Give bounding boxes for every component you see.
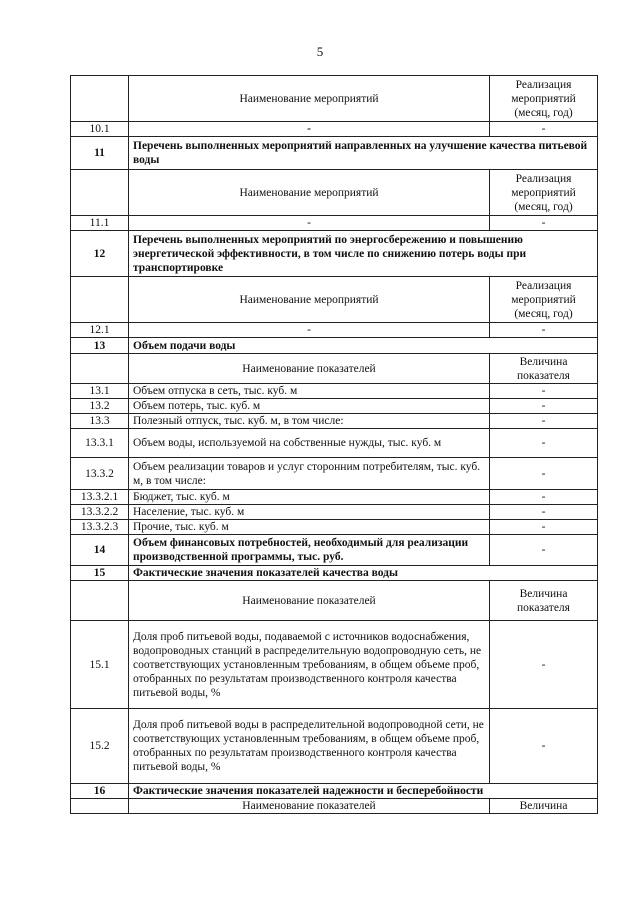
- table-header-row: [71, 277, 598, 323]
- realization-header: Реализация мероприятий (месяц, год): [490, 170, 598, 216]
- events-name-header: Наименование мероприятий: [129, 76, 490, 122]
- events-name-header: Наименование мероприятий: [129, 170, 490, 216]
- table-row: [71, 520, 598, 535]
- table-row: [71, 216, 598, 231]
- table-row: [71, 399, 598, 414]
- section-number: 13: [71, 338, 129, 354]
- row-number: 11.1: [71, 216, 129, 231]
- row-value: -: [490, 490, 598, 505]
- empty-cell: [71, 170, 129, 216]
- row-label: Население, тыс. куб. м: [129, 505, 490, 520]
- section-row: [71, 231, 598, 277]
- row-number: 13.3: [71, 414, 129, 429]
- row-value: -: [490, 414, 598, 429]
- row-label: Прочие, тыс. куб. м: [129, 520, 490, 535]
- section-number: 15: [71, 566, 129, 581]
- section-row: [71, 566, 598, 581]
- row-label: Доля проб питьевой воды в распределительной водопроводной сети, не соответствующих установленным требованиям, в общем объеме проб, отобранных по результатам производственного контроля качества питьевой воды, %: [129, 709, 490, 784]
- row-value: -: [129, 323, 490, 338]
- empty-cell: [71, 76, 129, 122]
- table-header-row: [71, 76, 598, 122]
- row-value: -: [129, 122, 490, 137]
- row-label: Бюджет, тыс. куб. м: [129, 490, 490, 505]
- section-title: Перечень выполненных мероприятий направленных на улучшение качества питьевой воды: [129, 137, 598, 170]
- row-number: 13.1: [71, 384, 129, 399]
- table-row: [71, 429, 598, 458]
- row-value: -: [490, 429, 598, 458]
- row-value: -: [490, 505, 598, 520]
- table-row: [71, 505, 598, 520]
- row-label: Объем воды, используемой на собственные нужды, тыс. куб. м: [129, 429, 490, 458]
- section-title: Фактические значения показателей качества воды: [129, 566, 598, 581]
- indicator-value-header: Величина показателя: [490, 354, 598, 384]
- table-header-row: [71, 581, 598, 621]
- section-row: [71, 535, 598, 566]
- row-number: 13.3.1: [71, 429, 129, 458]
- row-value: -: [490, 216, 598, 231]
- table-row: [71, 122, 598, 137]
- row-value: -: [490, 520, 598, 535]
- indicators-name-header: Наименование показателей: [129, 354, 490, 384]
- section-row: [71, 338, 598, 354]
- row-label: Полезный отпуск, тыс. куб. м, в том числе:: [129, 414, 490, 429]
- row-number: 13.3.2.1: [71, 490, 129, 505]
- section-number: 14: [71, 535, 129, 566]
- row-label: Объем потерь, тыс. куб. м: [129, 399, 490, 414]
- row-number: 15.2: [71, 709, 129, 784]
- empty-cell: [71, 354, 129, 384]
- section-number: 12: [71, 231, 129, 277]
- realization-header: Реализация мероприятий (месяц, год): [490, 76, 598, 122]
- program-table: [70, 75, 598, 814]
- section-number: 11: [71, 137, 129, 170]
- row-value: -: [490, 399, 598, 414]
- row-value: -: [490, 323, 598, 338]
- section-title: Перечень выполненных мероприятий по энергосбережению и повышению энергетической эффективности, в том числе по снижению потерь воды при транспортировке: [129, 231, 598, 277]
- section-title: Объем финансовых потребностей, необходимый для реализации производственной программы, тыс. руб.: [129, 535, 490, 566]
- table-header-row: [71, 170, 598, 216]
- row-number: 13.3.2.2: [71, 505, 129, 520]
- row-value: -: [490, 709, 598, 784]
- indicators-name-header: Наименование показателей: [129, 799, 490, 814]
- table-header-row: [71, 799, 598, 814]
- indicators-name-header: Наименование показателей: [129, 581, 490, 621]
- section-title: Объем подачи воды: [129, 338, 598, 354]
- section-number: 16: [71, 784, 129, 799]
- table-row: [71, 384, 598, 399]
- table-row: [71, 414, 598, 429]
- table-row: [71, 621, 598, 709]
- row-value: -: [490, 384, 598, 399]
- indicator-value-header: Величина: [490, 799, 598, 814]
- row-label: Доля проб питьевой воды, подаваемой с источников водоснабжения, водопроводных станций в распределительную водопроводную сеть, не соответствующих установленным требованиям, в общем объеме проб, отобранных по результатам производственного контроля качества питьевой воды, %: [129, 621, 490, 709]
- row-number: 13.3.2: [71, 458, 129, 490]
- row-value: -: [490, 535, 598, 566]
- table-row: [71, 458, 598, 490]
- row-value: -: [490, 621, 598, 709]
- table-row: [71, 323, 598, 338]
- row-number: 10.1: [71, 122, 129, 137]
- row-label: Объем реализации товаров и услуг сторонним потребителям, тыс. куб. м, в том числе:: [129, 458, 490, 490]
- empty-cell: [71, 581, 129, 621]
- page-number: 5: [316, 44, 324, 59]
- empty-cell: [71, 277, 129, 323]
- row-number: 12.1: [71, 323, 129, 338]
- section-row: [71, 784, 598, 799]
- row-number: 13.2: [71, 399, 129, 414]
- realization-header: Реализация мероприятий (месяц, год): [490, 277, 598, 323]
- row-value: -: [490, 458, 598, 490]
- row-number: 15.1: [71, 621, 129, 709]
- empty-cell: [71, 799, 129, 814]
- table-header-row: [71, 354, 598, 384]
- table-row: [71, 490, 598, 505]
- row-value: -: [490, 122, 598, 137]
- section-title: Фактические значения показателей надежности и бесперебойности: [129, 784, 598, 799]
- indicator-value-header: Величина показателя: [490, 581, 598, 621]
- row-number: 13.3.2.3: [71, 520, 129, 535]
- table-row: [71, 709, 598, 784]
- row-label: Объем отпуска в сеть, тыс. куб. м: [129, 384, 490, 399]
- events-name-header: Наименование мероприятий: [129, 277, 490, 323]
- row-value: -: [129, 216, 490, 231]
- section-row: [71, 137, 598, 170]
